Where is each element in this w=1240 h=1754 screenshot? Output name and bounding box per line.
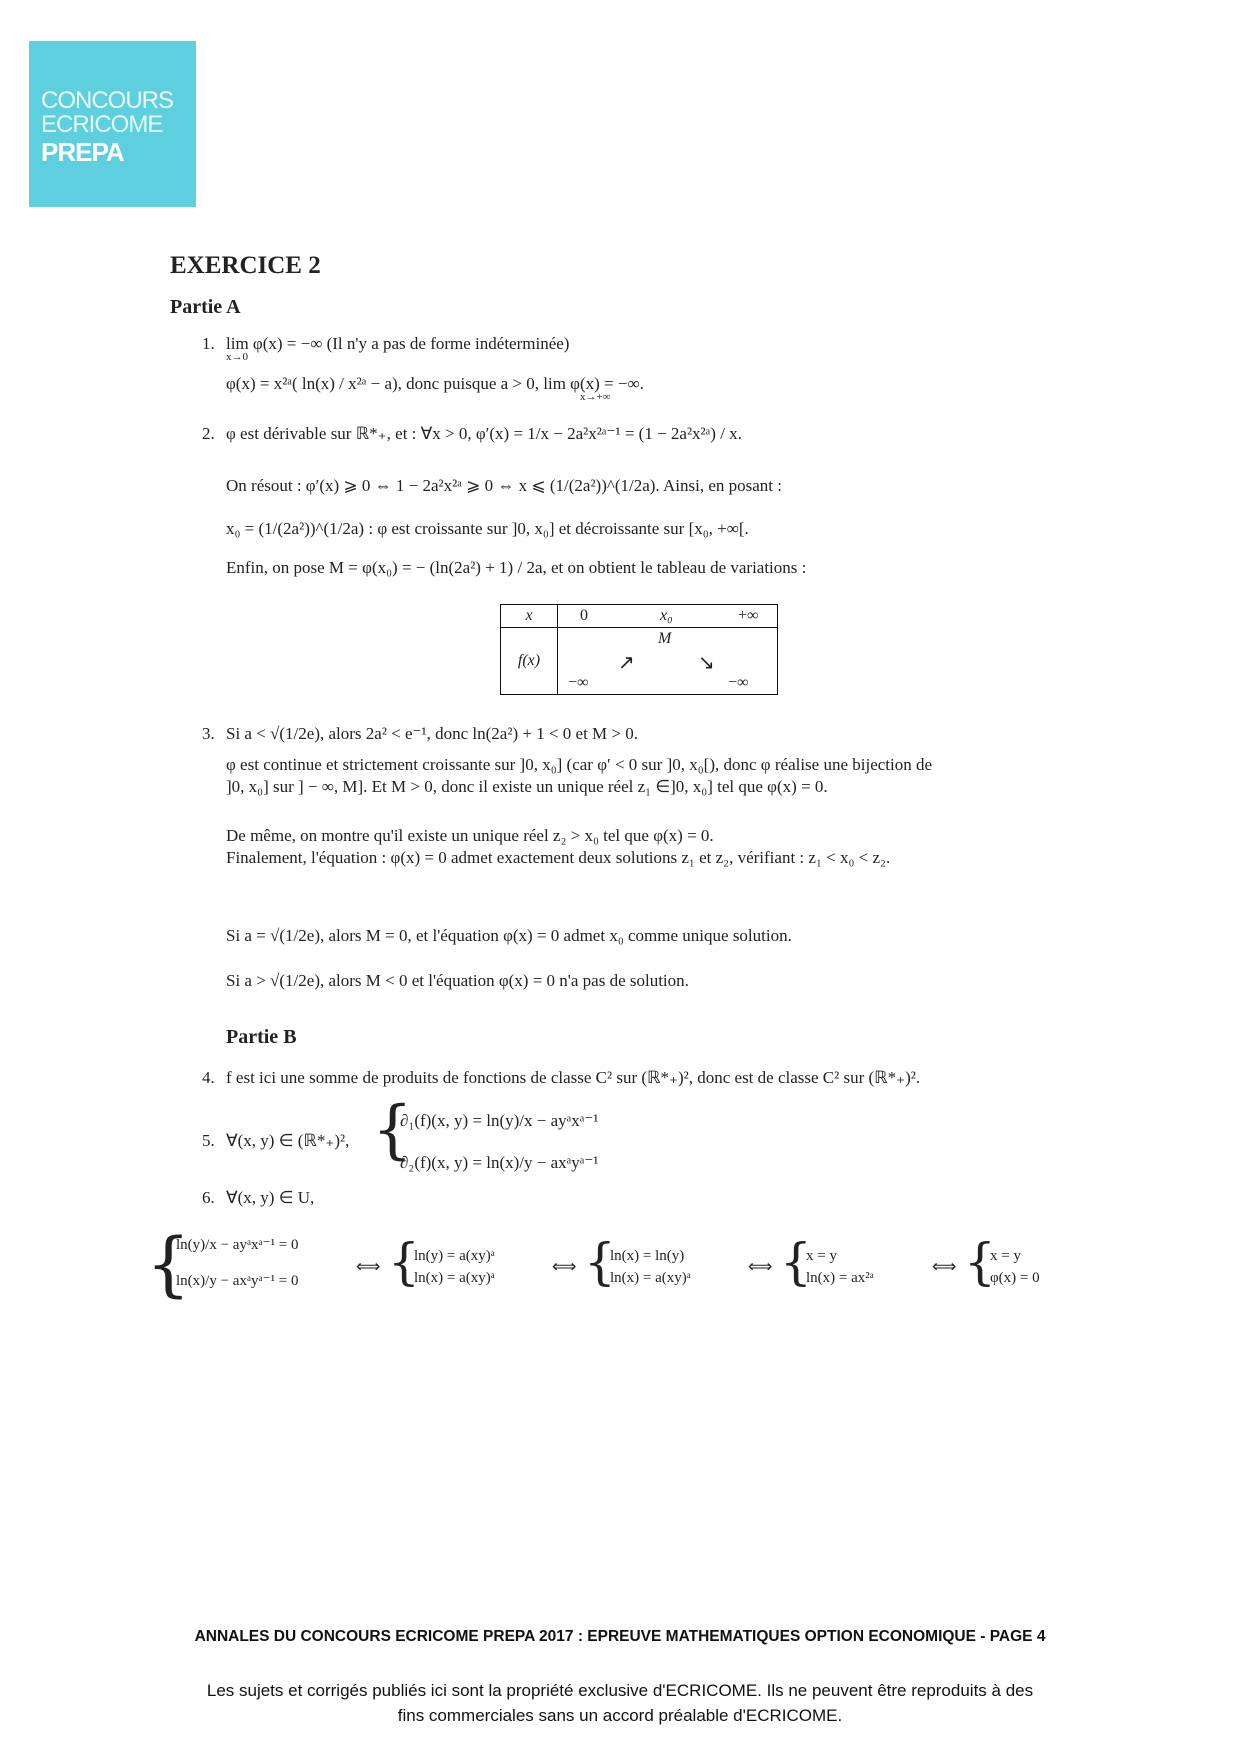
brace-left: { [372,1093,413,1167]
system-0-eq-1: ln(y)/x − ayᵃxᵃ⁻¹ = 0 [176,1237,299,1253]
arrow-up-icon: ↗ [618,652,635,674]
logo-line-concours: CONCOURS [41,87,174,114]
var-table-minus-infinity-right: −∞ [728,674,749,691]
item-1-line-b-subscript: x→+∞ [580,391,611,403]
logo-line-ecricome: ECRICOME [41,111,163,138]
system-3-eq-2: ln(x) = ax²ᵃ [806,1270,874,1286]
logo-line-prepa: PREPA [41,137,124,167]
part-b-heading: Partie B [226,1026,297,1048]
item-5-partial-2: ∂₂(f)(x, y) = ln(x)/y − axᵃyᵃ⁻¹ [400,1153,599,1172]
brace-left: { [584,1233,616,1291]
exercise-title: EXERCICE 2 [170,252,321,279]
item-3-line-a: Si a < √(1/2e), alors 2a² < e⁻¹, donc ln(2a²) + 1 < 0 et M > 0. [226,724,639,743]
item-1-line-b: φ(x) = x²ᵃ( ln(x) / x²ᵃ − a), donc puisque a > 0, lim φ(x) = −∞. [226,374,644,393]
item-5-text: ∀(x, y) ∈ (ℝ*₊)², [226,1131,350,1150]
variation-table [500,604,778,695]
part-a-heading: Partie A [170,296,241,318]
item-6-text: ∀(x, y) ∈ U, [226,1188,315,1207]
item-2-line-c: x₀ = (1/(2a²))^(1/2a) : φ est croissante sur ]0, x₀] et décroissante sur [x₀, +∞[. [226,519,749,538]
item-number-3: 3. [202,724,215,743]
var-table-x-header: x [501,605,558,628]
item-1-line-a: lim φ(x) = −∞ (Il n'y a pas de forme indéterminée) [226,334,570,353]
item-number-2: 2. [202,424,215,443]
equivalence-icon: ⟺ [932,1257,957,1276]
item-2-line-a: φ est dérivable sur ℝ*₊, et : ∀x > 0, φ′(x) = 1/x − 2a²x²ᵃ⁻¹ = (1 − 2a²x²ᵃ) / x. [226,424,742,443]
var-table-zero: 0 [580,607,588,624]
item-number-5: 5. [202,1131,215,1150]
footer-title: ANNALES DU CONCOURS ECRICOME PREPA 2017 : EPREUVE MATHEMATIQUES OPTION ECONOMIQUE - PAGE 4 [194,1628,1046,1645]
ecricome-logo [29,41,196,207]
equivalence-icon: ⟺ [748,1257,773,1276]
brace-left: { [780,1233,812,1291]
item-number-1: 1. [202,334,215,353]
item-3-line-b: φ est continue et strictement croissante sur ]0, x₀] (car φ′ < 0 sur ]0, x₀[), donc φ réalise une bijection de [226,755,933,774]
equivalence-icon: ⟺ [552,1257,577,1276]
footer-copyright-line-2: fins commerciales sans un accord préalable d'ECRICOME. [397,1706,843,1725]
item-4-text: f est ici une somme de produits de fonctions de classe C² sur (ℝ*₊)², donc est de classe C² sur (ℝ*₊)². [226,1068,921,1087]
brace-left: { [146,1223,191,1305]
var-table-plus-infinity: +∞ [738,607,759,624]
var-table-fx-label: f(x) [501,628,558,695]
system-1-eq-1: ln(y) = a(xy)ᵃ [414,1248,495,1264]
item-5-partial-1: ∂₁(f)(x, y) = ln(y)/x − ayᵃxᵃ⁻¹ [400,1111,599,1130]
item-3-line-f: Si a = √(1/2e), alors M = 0, et l'équation φ(x) = 0 admet x₀ comme unique solution. [226,926,792,945]
system-4-eq-2: φ(x) = 0 [990,1270,1040,1286]
var-table-minus-infinity-left: −∞ [568,674,589,691]
item-3-line-e: Finalement, l'équation : φ(x) = 0 admet exactement deux solutions z₁ et z₂, vérifiant : z₁ < x₀ < z₂. [226,848,891,867]
item-3-line-g: Si a > √(1/2e), alors M < 0 et l'équation φ(x) = 0 n'a pas de solution. [226,971,689,990]
item-1-line-a-subscript: x→0 [226,351,248,363]
brace-left: { [388,1233,420,1291]
arrow-down-icon: ↘ [698,652,715,674]
item-number-4: 4. [202,1068,215,1087]
item-2-line-b: On résout : φ′(x) ⩾ 0 ⇔ 1 − 2a²x²ᵃ ⩾ 0 ⇔ x ⩽ (1/(2a²))^(1/2a). Ainsi, en posant : [226,476,782,495]
equivalence-icon: ⟺ [356,1257,381,1276]
item-3-line-d: De même, on montre qu'il existe un unique réel z₂ > x₀ tel que φ(x) = 0. [226,826,714,845]
footer-copyright [0,1678,1240,1728]
system-3-eq-1: x = y [806,1248,837,1264]
system-4-eq-1: x = y [990,1248,1021,1264]
footer-copyright-line-1: Les sujets et corrigés publiés ici sont la propriété exclusive d'ECRICOME. Ils ne peuvent être reproduits à des [206,1681,1034,1700]
system-2-eq-1: ln(x) = ln(y) [610,1248,685,1264]
item-number-6: 6. [202,1188,215,1207]
brace-left: { [964,1233,996,1291]
var-table-x0: x₀ [660,607,673,624]
system-1-eq-2: ln(x) = a(xy)ᵃ [414,1270,495,1286]
system-2-eq-2: ln(x) = a(xy)ᵃ [610,1270,691,1286]
item-2-line-d: Enfin, on pose M = φ(x₀) = − (ln(2a²) + 1) / 2a, et on obtient le tableau de variations : [226,558,807,577]
system-0-eq-2: ln(x)/y − axᵃyᵃ⁻¹ = 0 [176,1273,299,1289]
item-3-line-c: ]0, x₀] sur ] − ∞, M]. Et M > 0, donc il existe un unique réel z₁ ∈]0, x₀] tel que φ(x) = 0. [226,777,828,796]
var-table-max-M: M [658,630,672,647]
